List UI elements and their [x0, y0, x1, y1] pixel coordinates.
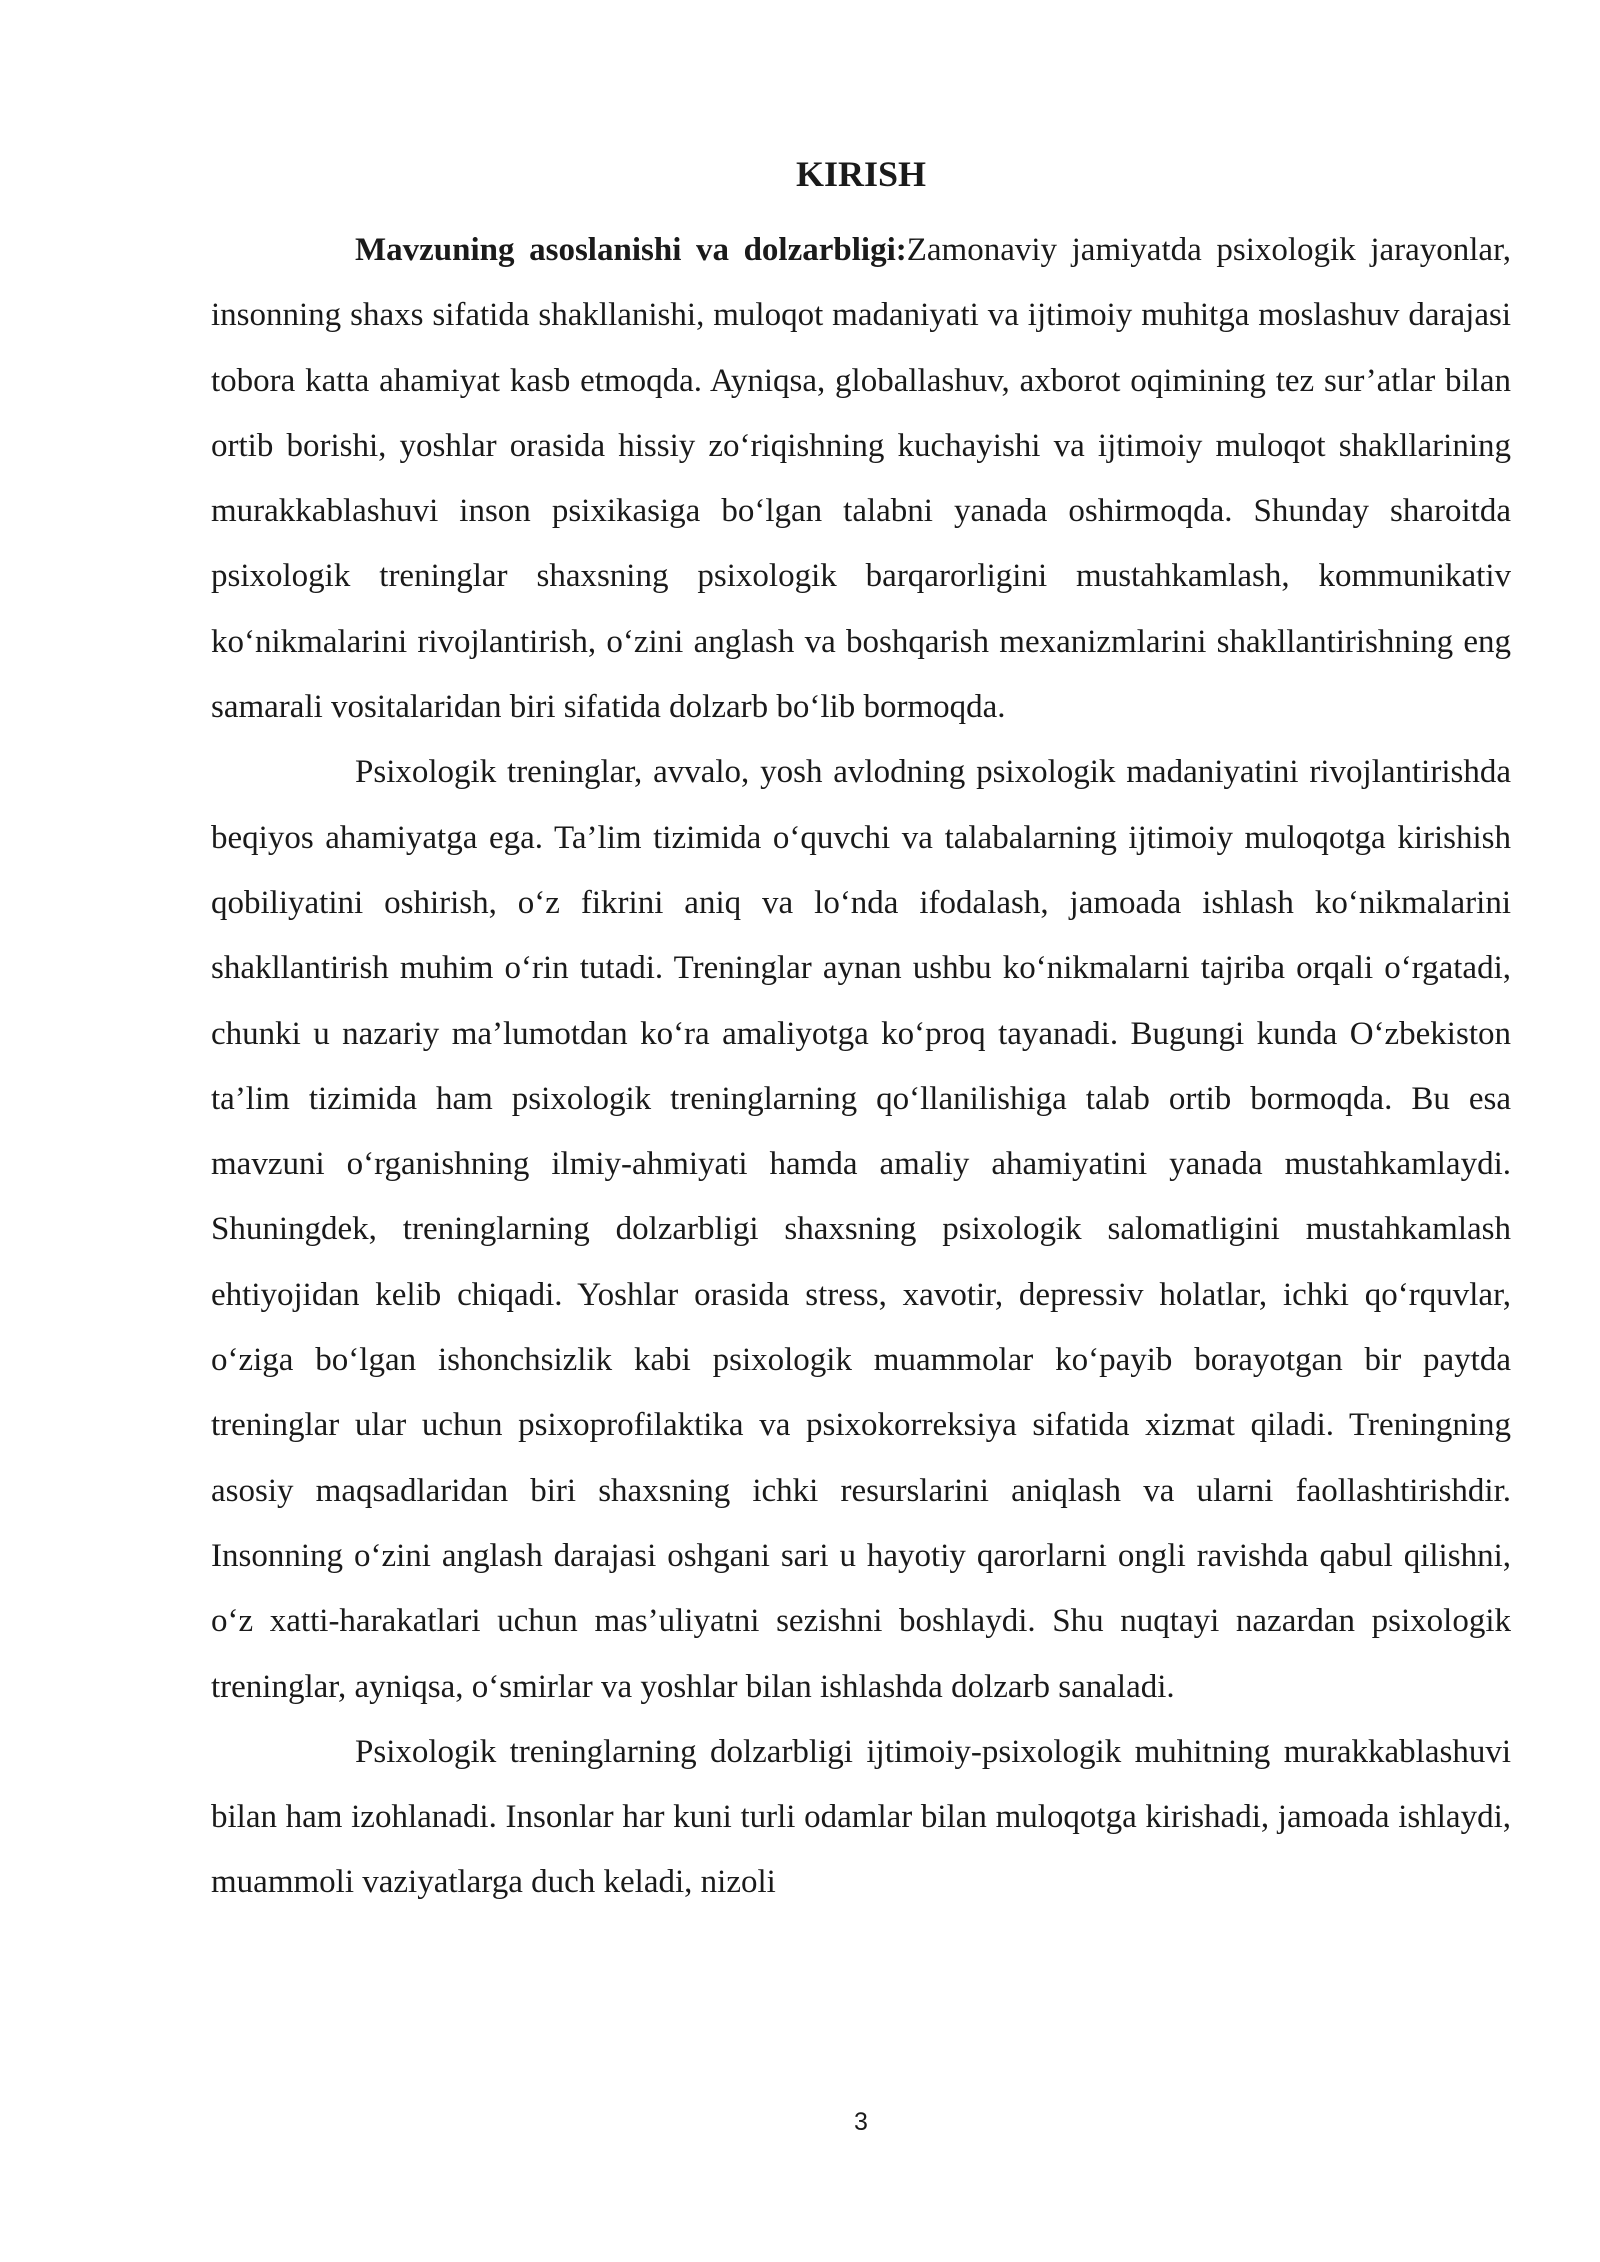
paragraph-lead: Mavzuning asoslanishi va dolzarbligi: [355, 232, 907, 268]
body-text [211, 218, 1511, 1916]
paragraph-relevance [211, 218, 1511, 740]
paragraph-text: Zamonaviy jamiyatda psixologik jarayonlar, insonning shaxs sifatida shakllanishi, muloqot madaniyati va ijtimoiy muhitga moslashuv darajasi tobora katta ahamiyat kasb etmoqda. Ayniqsa, globallashuv, axborot oqimining tez sur’atlar bilan ortib borishi, yoshlar orasida hissiy zo‘riqishning kuchayishi va ijtimoiy muloqot shakllarining murakkablashuvi inson psixikasiga bo‘lgan talabni yanada oshirmoqda. Shunday sharoitda psixologik treninglar shaxsning psixologik barqarorligini mustahkamlash, kommunikativ ko‘nikmalarini rivojlantirish, o‘zini anglash va boshqarish mexanizmlarini shakllantirishning eng samarali vositalaridan biri sifatida dolzarb bo‘lib bormoqda. [211, 232, 1511, 726]
page-title: KIRISH [795, 154, 927, 194]
paragraph-social-environment [211, 1720, 1511, 1916]
page-number: 3 [854, 2108, 868, 2136]
paragraph-trainings [211, 740, 1511, 1719]
paragraph-text: Psixologik treninglar, avvalo, yosh avlodning psixologik madaniyatini rivojlantirishda beqiyos ahamiyatga ega. Ta’lim tizimida o‘quvchi va talabalarning ijtimoiy muloqotga kirishish qobiliyatini oshirish, o‘z fikrini aniq va lo‘nda ifodalash, jamoada ishlash ko‘nikmalarini shakllantirish muhim o‘rin tutadi. Treninglar aynan ushbu ko‘nikmalarni tajriba orqali o‘rgatadi, chunki u nazariy ma’lumotdan ko‘ra amaliyotga ko‘proq tayanadi. Bugungi kunda O‘zbekiston ta’lim tizimida ham psixologik treninglarning qo‘llanilishiga talab ortib bormoqda. Bu esa mavzuni o‘rganishning ilmiy-ahmiyati hamda amaliy ahamiyatini yanada mustahkamlaydi. Shuningdek, treninglarning dolzarbligi shaxsning psixologik salomatligini mustahkamlash ehtiyojidan kelib chiqadi. Yoshlar orasida stress, xavotir, depressiv holatlar, ichki qo‘rquvlar, o‘ziga bo‘lgan ishonchsizlik kabi psixologik muammolar ko‘payib borayotgan bir paytda treninglar ular uchun psixoprofilaktika va psixokorreksiya sifatida xizmat qiladi. Treningning asosiy maqsadlaridan biri shaxsning ichki resurslarini aniqlash va ularni faollashtirishdir. Insonning o‘zini anglash darajasi oshgani sari u hayotiy qarorlarni ongli ravishda qabul qilishni, o‘z xatti-harakatlari uchun mas’uliyatni sezishni boshlaydi. Shu nuqtayi nazardan psixologik treninglar, ayniqsa, o‘smirlar va yoshlar bilan ishlashda dolzarb sanaladi. [211, 754, 1511, 1705]
paragraph-text: Psixologik treninglarning dolzarbligi ijtimoiy-psixologik muhitning murakkablashuvi bilan ham izohlanadi. Insonlar har kuni turli odamlar bilan muloqotga kirishadi, jamoada ishlaydi, muammoli vaziyatlarga duch keladi, nizoli [211, 1733, 1511, 1901]
